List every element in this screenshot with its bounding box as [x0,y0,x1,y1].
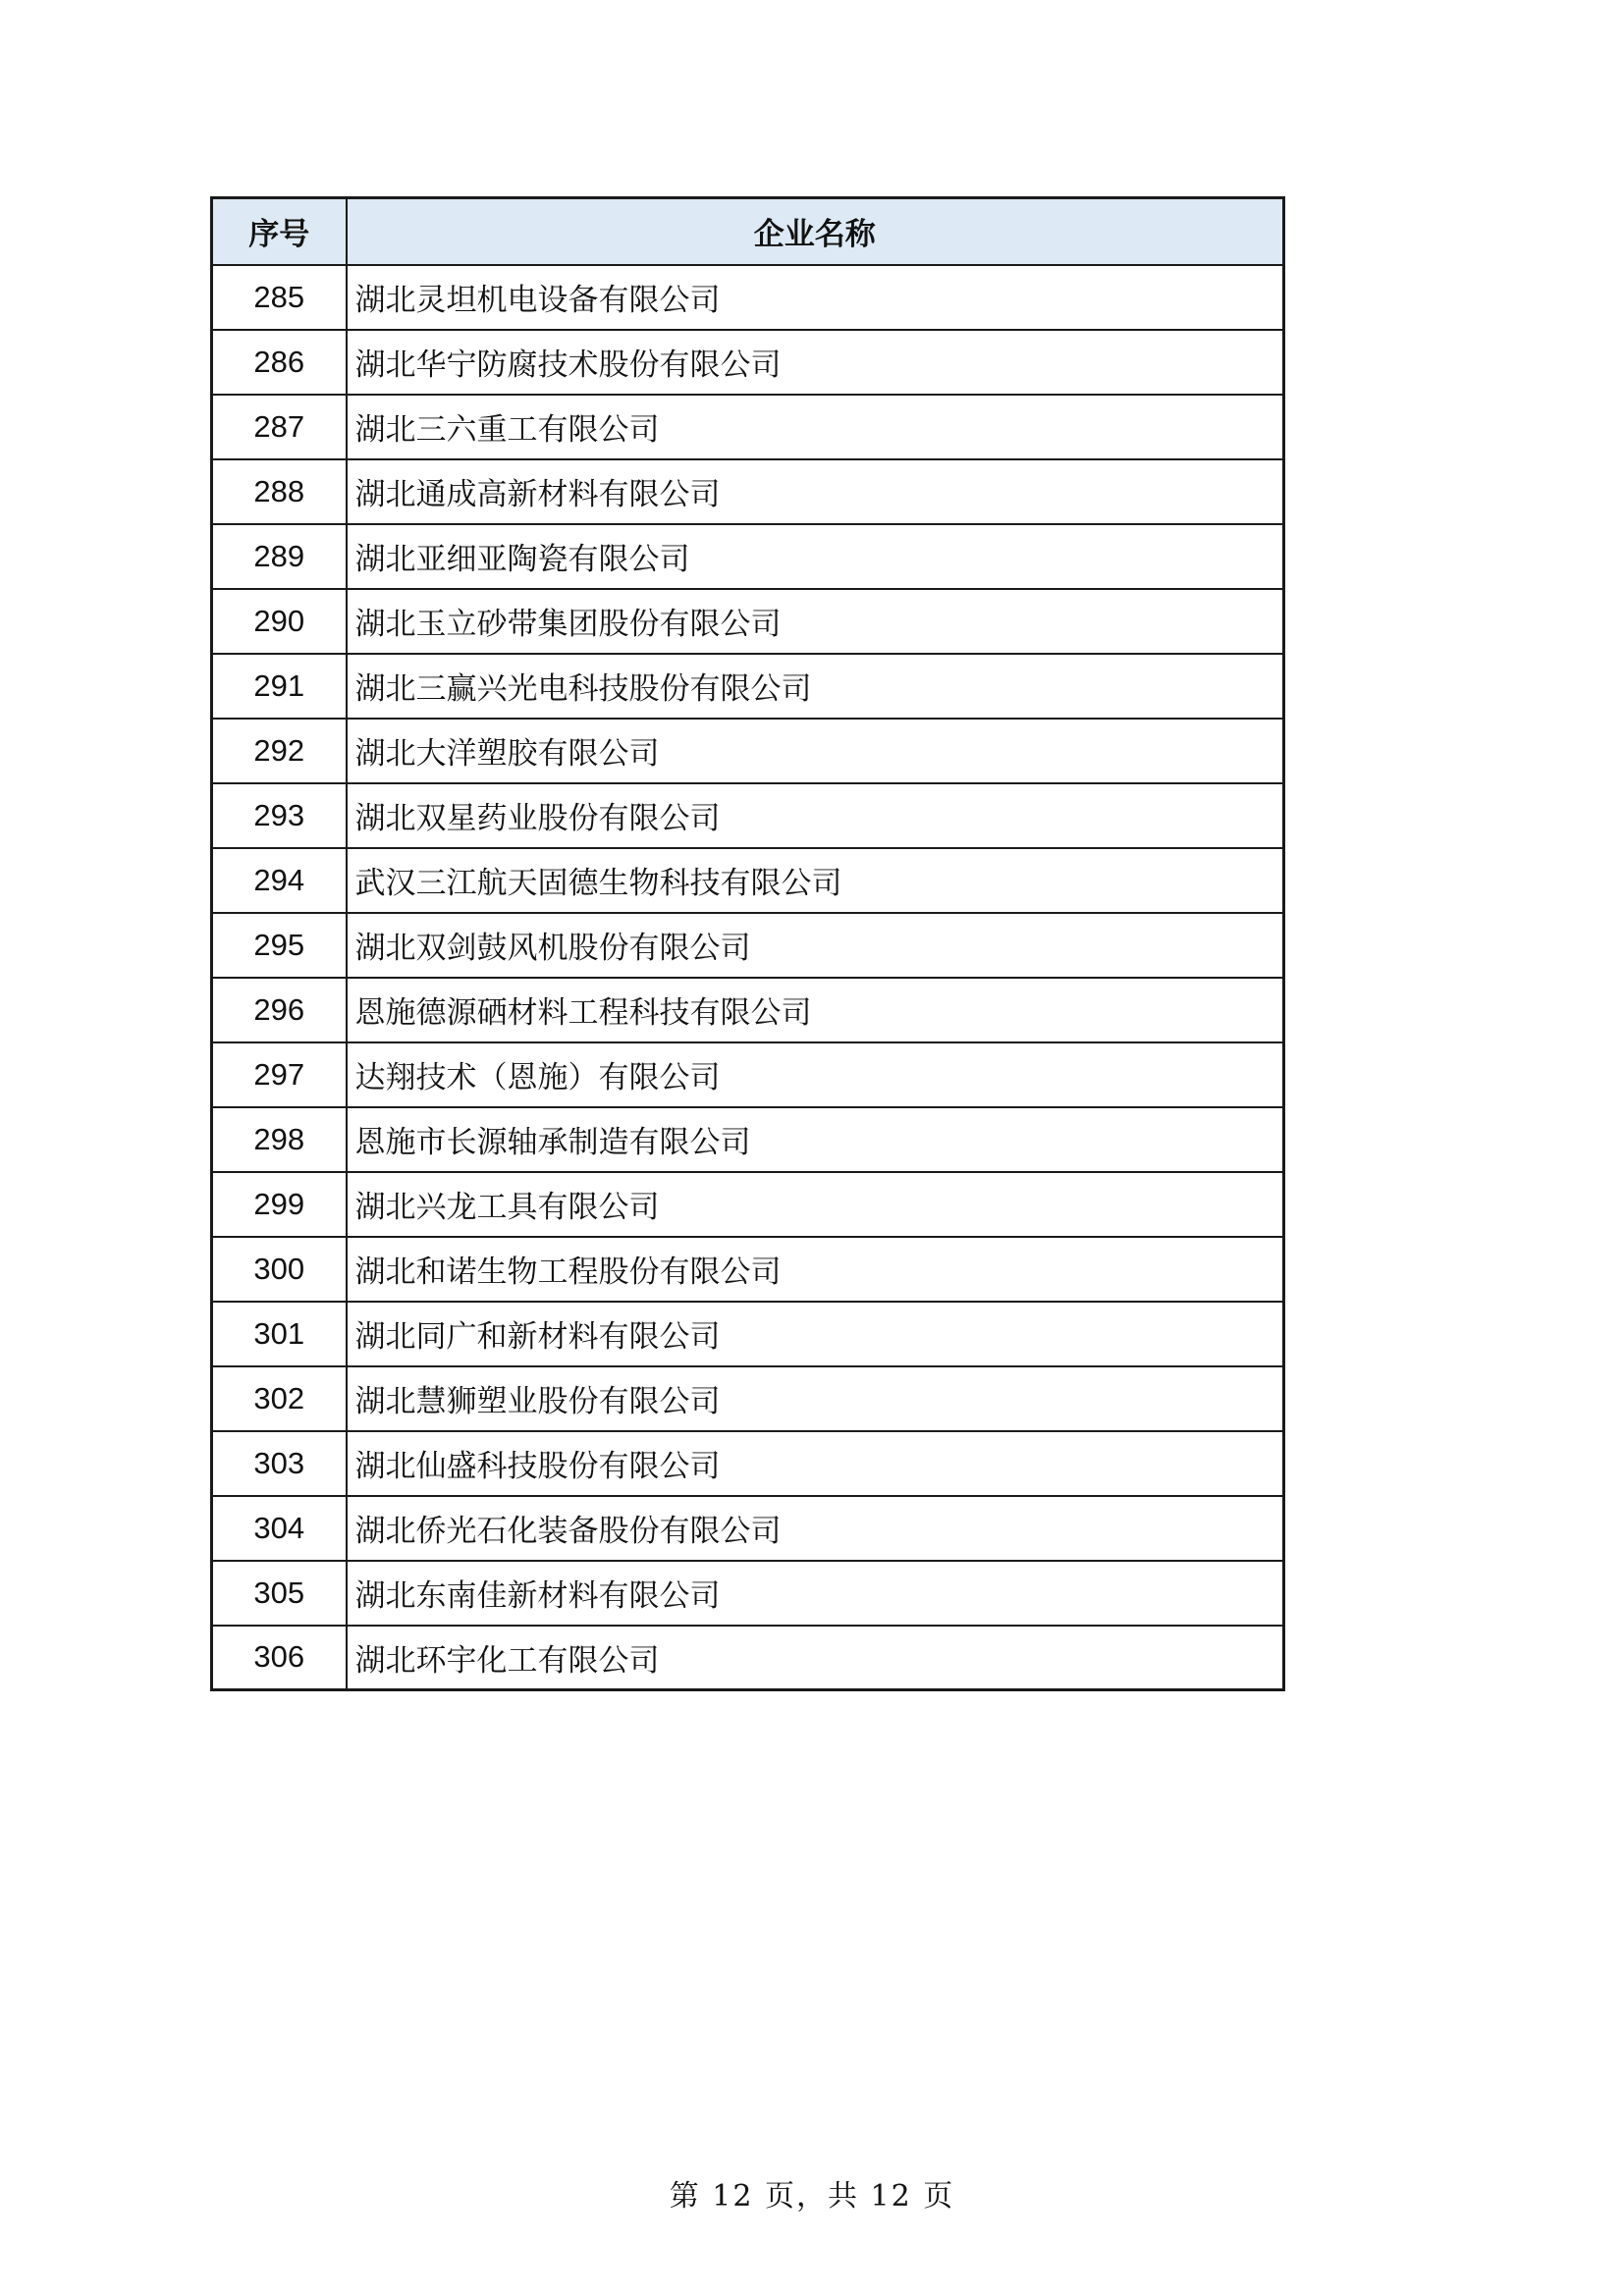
table-row [212,719,1284,783]
company-name-cell: 达翔技术（恩施）有限公司 [347,1042,1284,1107]
table-row [212,913,1284,978]
company-name-cell: 恩施德源硒材料工程科技有限公司 [347,978,1284,1042]
row-number-cell: 291 [212,654,347,719]
table-row [212,1302,1284,1366]
company-name-cell: 湖北玉立砂带集团股份有限公司 [347,589,1284,654]
row-number-cell: 295 [212,913,347,978]
row-number-cell: 297 [212,1042,347,1107]
row-number-cell: 306 [212,1626,347,1690]
row-number-cell: 290 [212,589,347,654]
company-name-cell: 湖北灵坦机电设备有限公司 [347,265,1284,330]
company-name-cell: 湖北仙盛科技股份有限公司 [347,1431,1284,1496]
company-name-cell: 湖北侨光石化装备股份有限公司 [347,1496,1284,1561]
row-number-cell: 285 [212,265,347,330]
company-table [210,196,1285,1691]
company-name-cell: 湖北华宁防腐技术股份有限公司 [347,330,1284,395]
table-body [212,265,1284,1690]
row-number-cell: 289 [212,524,347,589]
company-name-cell: 湖北兴龙工具有限公司 [347,1172,1284,1237]
table-row [212,1042,1284,1107]
row-number-cell: 294 [212,848,347,913]
row-number-cell: 300 [212,1237,347,1302]
company-name-cell: 湖北环宇化工有限公司 [347,1626,1284,1690]
row-number-cell: 287 [212,395,347,459]
table-row [212,848,1284,913]
table-row [212,330,1284,395]
company-name-cell: 恩施市长源轴承制造有限公司 [347,1107,1284,1172]
table-row [212,395,1284,459]
table-header [212,198,1284,265]
row-number-cell: 301 [212,1302,347,1366]
table-row [212,1431,1284,1496]
company-name-cell: 湖北三六重工有限公司 [347,395,1284,459]
row-number-cell: 293 [212,783,347,848]
company-name-cell: 湖北双剑鼓风机股份有限公司 [347,913,1284,978]
row-number-cell: 304 [212,1496,347,1561]
header-row [212,198,1284,265]
table-row [212,589,1284,654]
column-header-no: 序号 [212,198,347,265]
company-name-cell: 湖北双星药业股份有限公司 [347,783,1284,848]
table-row [212,265,1284,330]
company-name-cell: 湖北三赢兴光电科技股份有限公司 [347,654,1284,719]
row-number-cell: 299 [212,1172,347,1237]
company-name-cell: 武汉三江航天固德生物科技有限公司 [347,848,1284,913]
row-number-cell: 288 [212,459,347,524]
table-row [212,978,1284,1042]
table-row [212,1237,1284,1302]
table-row [212,459,1284,524]
table-row [212,1561,1284,1626]
row-number-cell: 286 [212,330,347,395]
row-number-cell: 296 [212,978,347,1042]
table-row [212,654,1284,719]
company-name-cell: 湖北通成高新材料有限公司 [347,459,1284,524]
page-footer: 第 12 页，共 12 页 [669,2179,955,2214]
company-name-cell: 湖北大洋塑胶有限公司 [347,719,1284,783]
table-row [212,1626,1284,1690]
company-name-cell: 湖北和诺生物工程股份有限公司 [347,1237,1284,1302]
row-number-cell: 303 [212,1431,347,1496]
table-row [212,1172,1284,1237]
table-row [212,1496,1284,1561]
company-name-cell: 湖北同广和新材料有限公司 [347,1302,1284,1366]
column-header-name: 企业名称 [347,198,1284,265]
table-row [212,783,1284,848]
row-number-cell: 292 [212,719,347,783]
table-row [212,1366,1284,1431]
company-name-cell: 湖北亚细亚陶瓷有限公司 [347,524,1284,589]
company-name-cell: 湖北东南佳新材料有限公司 [347,1561,1284,1626]
row-number-cell: 305 [212,1561,347,1626]
table-row [212,1107,1284,1172]
row-number-cell: 298 [212,1107,347,1172]
row-number-cell: 302 [212,1366,347,1431]
company-name-cell: 湖北慧狮塑业股份有限公司 [347,1366,1284,1431]
table-row [212,524,1284,589]
